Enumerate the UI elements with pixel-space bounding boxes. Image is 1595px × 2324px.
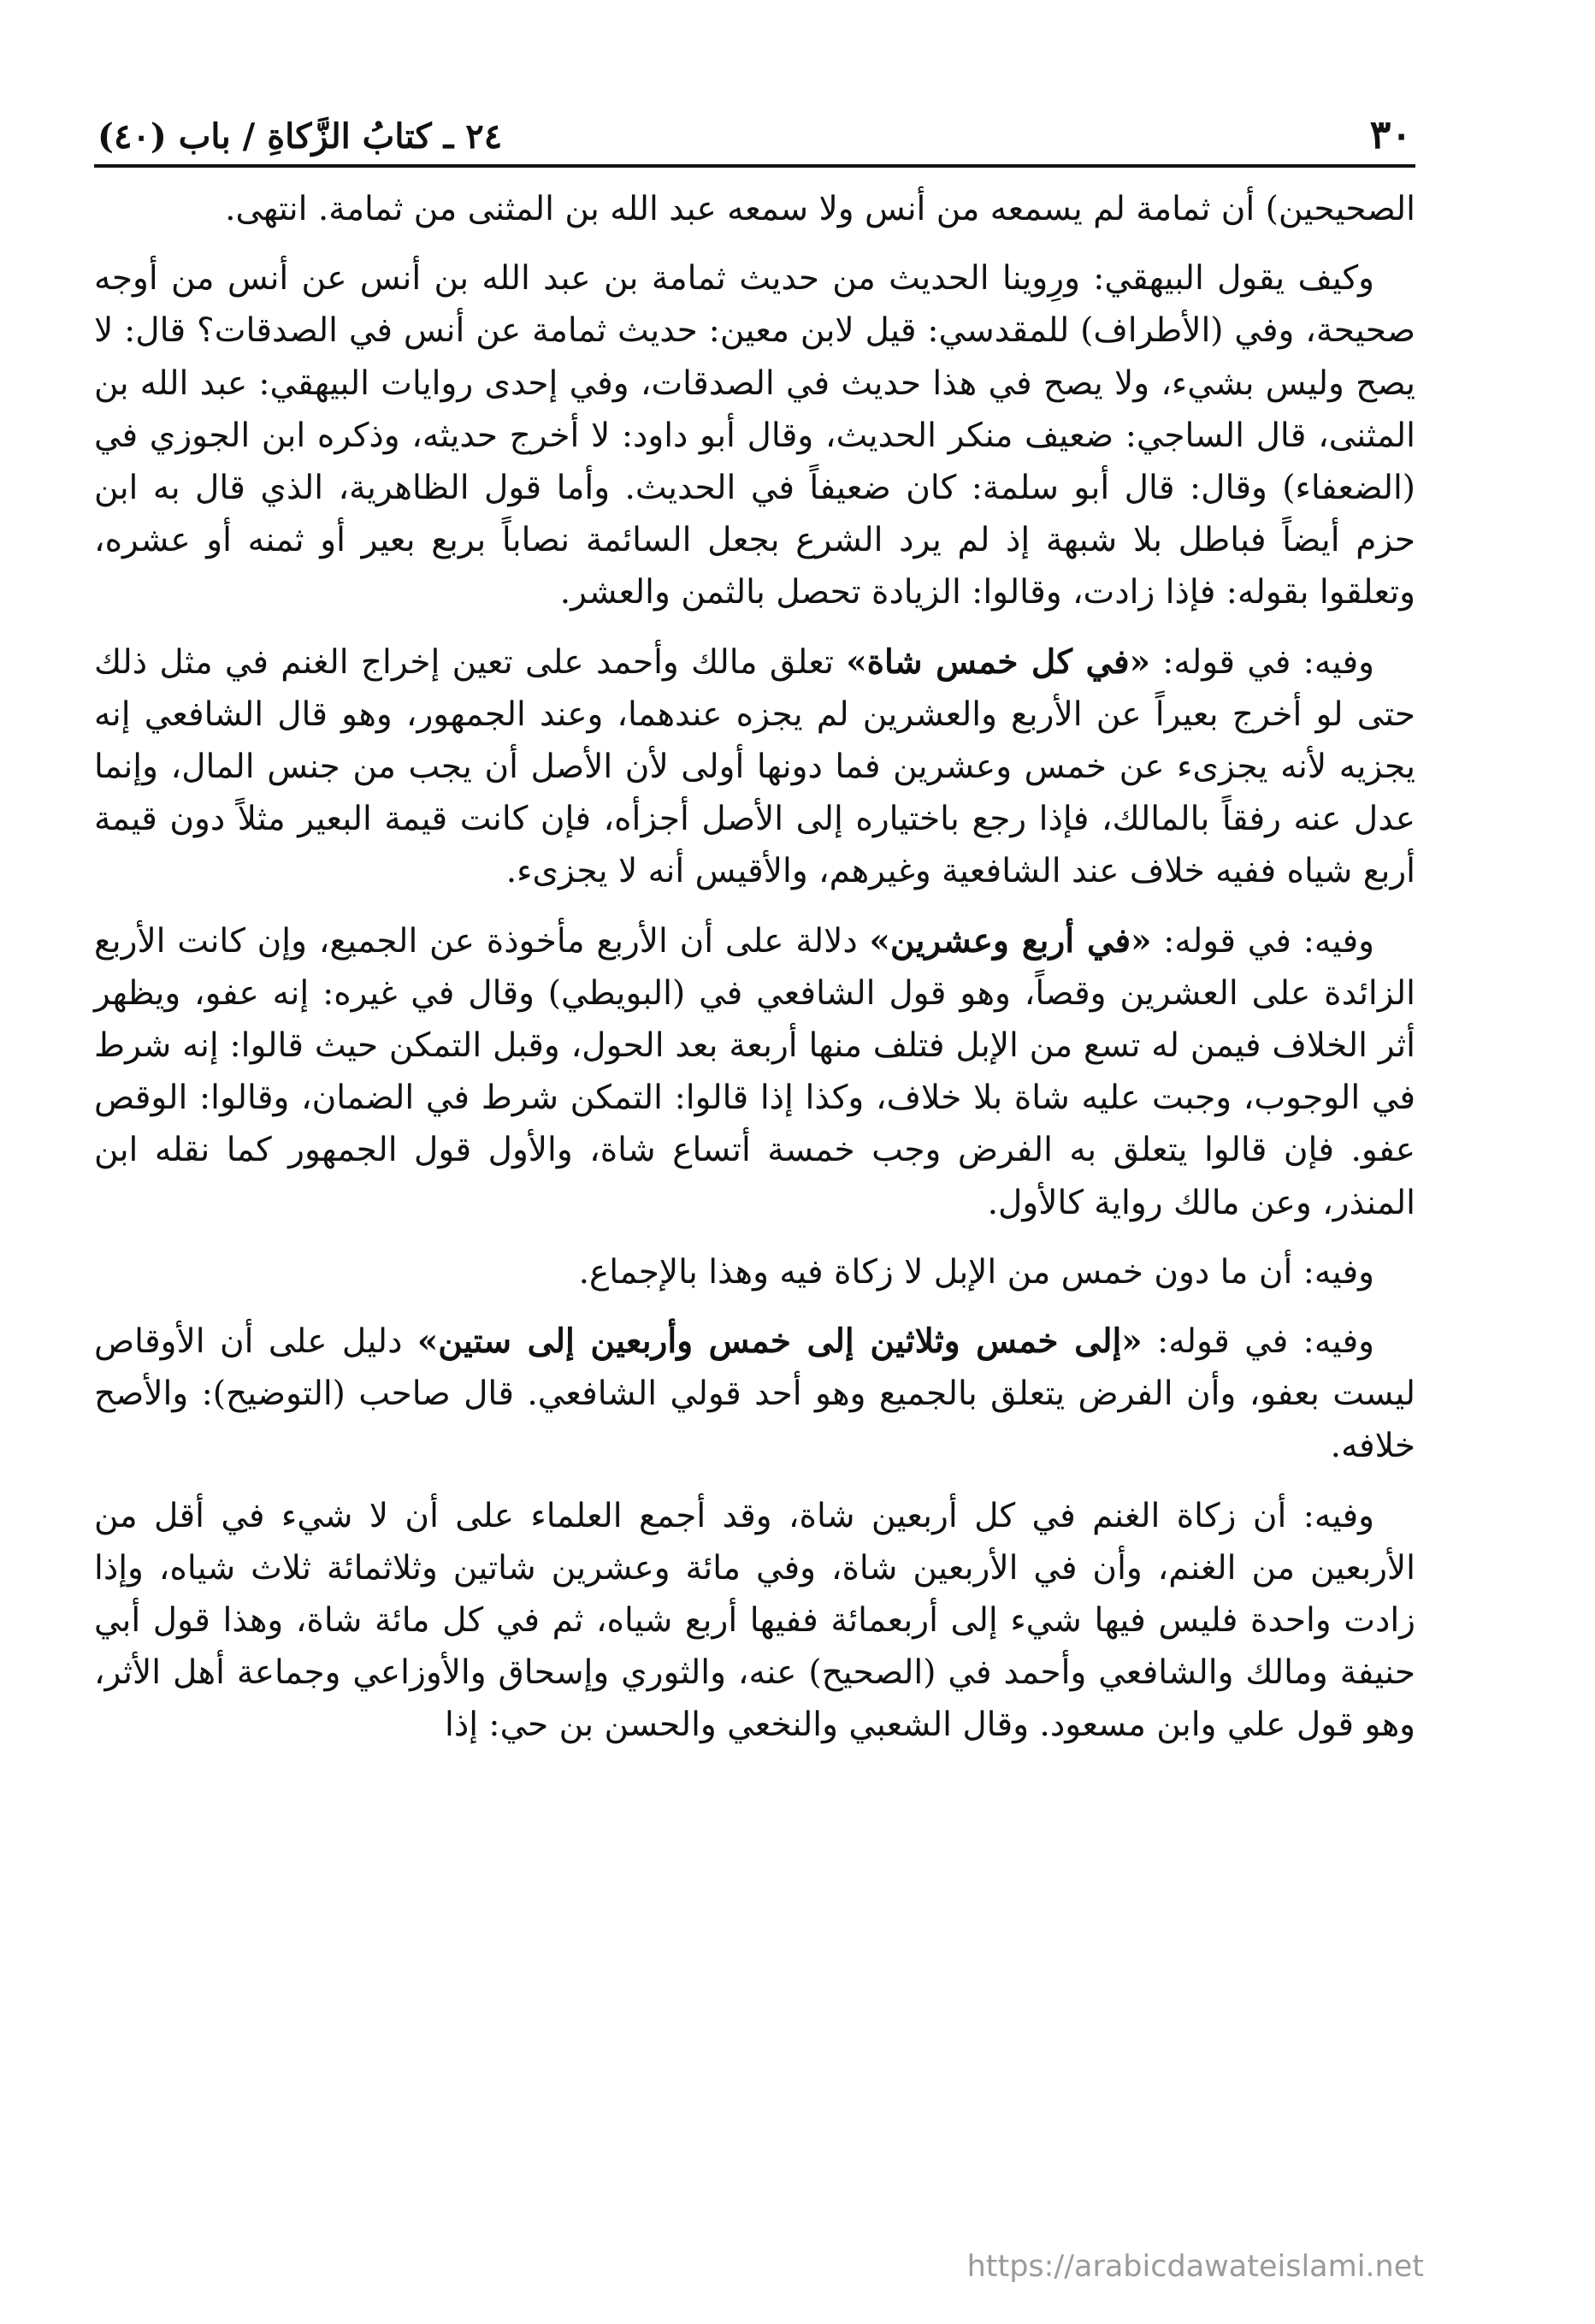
paragraph (94, 636, 1415, 898)
paragraph-text: الصحيحين) أن ثمامة لم يسمعه من أنس ولا سمعه عبد الله بن المثنى من ثمامة. انتهى. (225, 190, 1415, 228)
paragraph (94, 1490, 1415, 1752)
page-number: ٣٠ (1369, 111, 1412, 157)
paragraph-text: دلالة على أن الأربع مأخوذة عن الجميع، وإن كانت الأربع الزائدة على العشرين وقصاً، وهو قول الشافعي في (البويطي) وقال في غيره: إنه عفو، ويظهر أثر الخلاف فيمن له تسع من الإبل فتلف منها أربعة بعد الحول، وقبل التمكن حيث قالوا: إنه شرط في الوجوب، وجبت عليه شاة بلا خلاف، وكذا إذا قالوا: التمكن شرط في الضمان، وقالوا: الوقص عفو. فإن قالوا يتعلق به الفرض وجب خمسة أتساع شاة، والأول قول الجمهور كما نقله ابن المنذر، وعن مالك رواية كالأول. (94, 921, 1415, 1222)
paragraph (94, 915, 1415, 1229)
page-header (94, 94, 1415, 164)
header-rule (94, 164, 1415, 168)
paragraph-text: وفيه: في قوله: (1150, 642, 1375, 682)
hadith-quote: «في كل خمس شاة» (846, 642, 1150, 682)
paragraph-text: تعلق مالك وأحمد على تعين إخراج الغنم في مثل ذلك حتى لو أخرج بعيراً عن الأربع والعشرين لم يجزه عندهما، وعند الجمهور، وهو قال الشافعي إنه يجزيه لأنه يجزىء عن خمس وعشرين فما دونها أولى لأن الأصل أن يجب من جنس المال، وإنما عدل عنه رفقاً بالمالك، فإذا رجع باختياره إلى الأصل أجزأه، فإن كانت قيمة البعير مثلاً دون قيمة أربع شياه ففيه خلاف عند الشافعية وغيرهم، والأقيس أنه لا يجزىء. (94, 642, 1415, 891)
running-title: ٢٤ ـ كتابُ الزَّكاةِ / باب (٤٠) (97, 116, 503, 157)
paragraph-text: وفيه: في قوله: (1151, 921, 1374, 961)
hadith-quote: «في أربع وعشرين» (869, 920, 1152, 961)
paragraph-text: وفيه: أن ما دون خمس من الإبل لا زكاة فيه وهذا بالإجماع. (578, 1252, 1374, 1292)
paragraph-text: دليل على أن الأوقاص ليست بعفو، وأن الفرض يتعلق بالجميع وهو أحد قولي الشافعي. قال صاحب (التوضيح): والأصح خلافه. (94, 1322, 1415, 1466)
hadith-quote: «إلى خمس وثلاثين إلى خمس وأربعين إلى ستين» (416, 1322, 1143, 1362)
body-text (94, 183, 1415, 1752)
paragraph-text: وكيف يقول البيهقي: ورِوينا الحديث من حديث ثمامة بن عبد الله بن أنس عن أنس من أوجه صحيحة، وفي (الأطراف) للمقدسي: قيل لابن معين: حديث ثمامة عن أنس في الصدقات؟ قال: لا يصح وليس بشيء، ولا يصح في هذا حديث في الصدقات، وفي إحدى روايات البيهقي: عبد الله بن المثنى، قال الساجي: ضعيف منكر الحديث، وقال أبو داود: لا أخرج حديثه، وذكره ابن الجوزي في (الضعفاء) وقال: قال أبو سلمة: كان ضعيفاً في الحديث. وأما قول الظاهرية، الذي قال به ابن حزم أيضاً فباطل بلا شبهة إذ لم يرد الشرع بجعل السائمة نصاباً بربع بعير أو ثمنه أو عشره، وتعلقوا بقوله: فإذا زادت، وقالوا: الزيادة تحصل بالثمن والعشر. (94, 259, 1415, 612)
paragraph (94, 252, 1415, 618)
paragraph-text: وفيه: أن زكاة الغنم في كل أربعين شاة، وقد أجمع العلماء على أن لا شيء في أقل من الأربعين من الغنم، وأن في الأربعين شاة، وفي مائة وعشرين شاتين وثلاثمائة ثلاث شياه، وإذا زادت واحدة فليس فيها شيء إلى أربعمائة ففيها أربع شياه، ثم في كل مائة شاة، وهذا قول أبي حنيفة ومالك والشافعي وأحمد في (الصحيح) عنه، والثوري وإسحاق والأوزاعي وجماعة أهل الأثر، وهو قول علي وابن مسعود. وقال الشعبي والنخعي والحسن بن حي: إذا (94, 1496, 1415, 1745)
page (94, 94, 1415, 2284)
paragraph (94, 1316, 1415, 1473)
paragraph (94, 1246, 1415, 1298)
watermark-url: https://arabicdawateislami.net (966, 2250, 1424, 2284)
paragraph (94, 183, 1415, 235)
paragraph-text: وفيه: في قوله: (1142, 1322, 1374, 1362)
